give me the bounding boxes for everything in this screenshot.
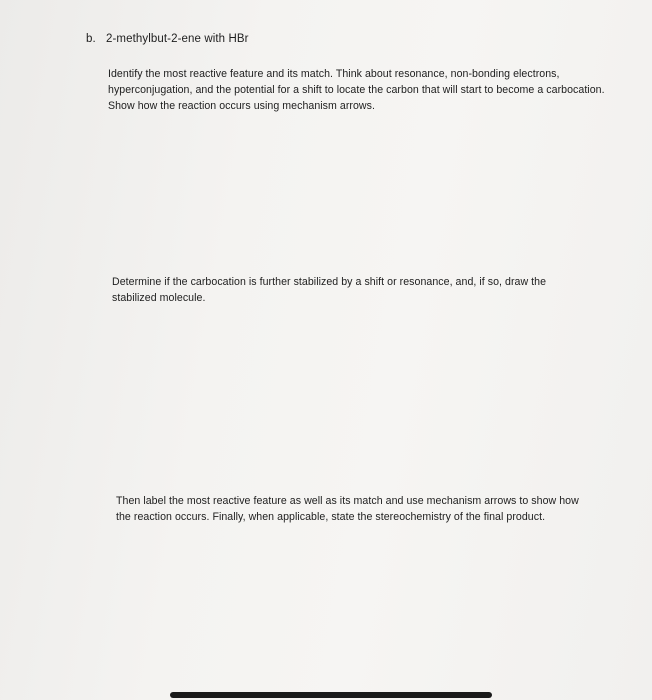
- question-marker: b.: [86, 33, 96, 45]
- instruction-step-3: Then label the most reactive feature as well as its match and use mechanism arrows to show how the reaction occurs. Finally, when applicable, state the stereochemistry of the final product.: [116, 495, 579, 524]
- instruction-step-1: Identify the most reactive feature and its match. Think about resonance, non-bonding electrons, hyperconjugation, and the potential for a shift to locate the carbon that will start to become a carbocation. Show how the reaction occurs using mechanism arrows.: [108, 68, 605, 113]
- question-heading: [86, 33, 249, 45]
- question-title: 2-methylbut-2-ene with HBr: [106, 33, 249, 45]
- horizontal-scrollbar[interactable]: [170, 692, 492, 698]
- instruction-step-2: Determine if the carbocation is further stabilized by a shift or resonance, and, if so, draw the stabilized molecule.: [112, 276, 547, 305]
